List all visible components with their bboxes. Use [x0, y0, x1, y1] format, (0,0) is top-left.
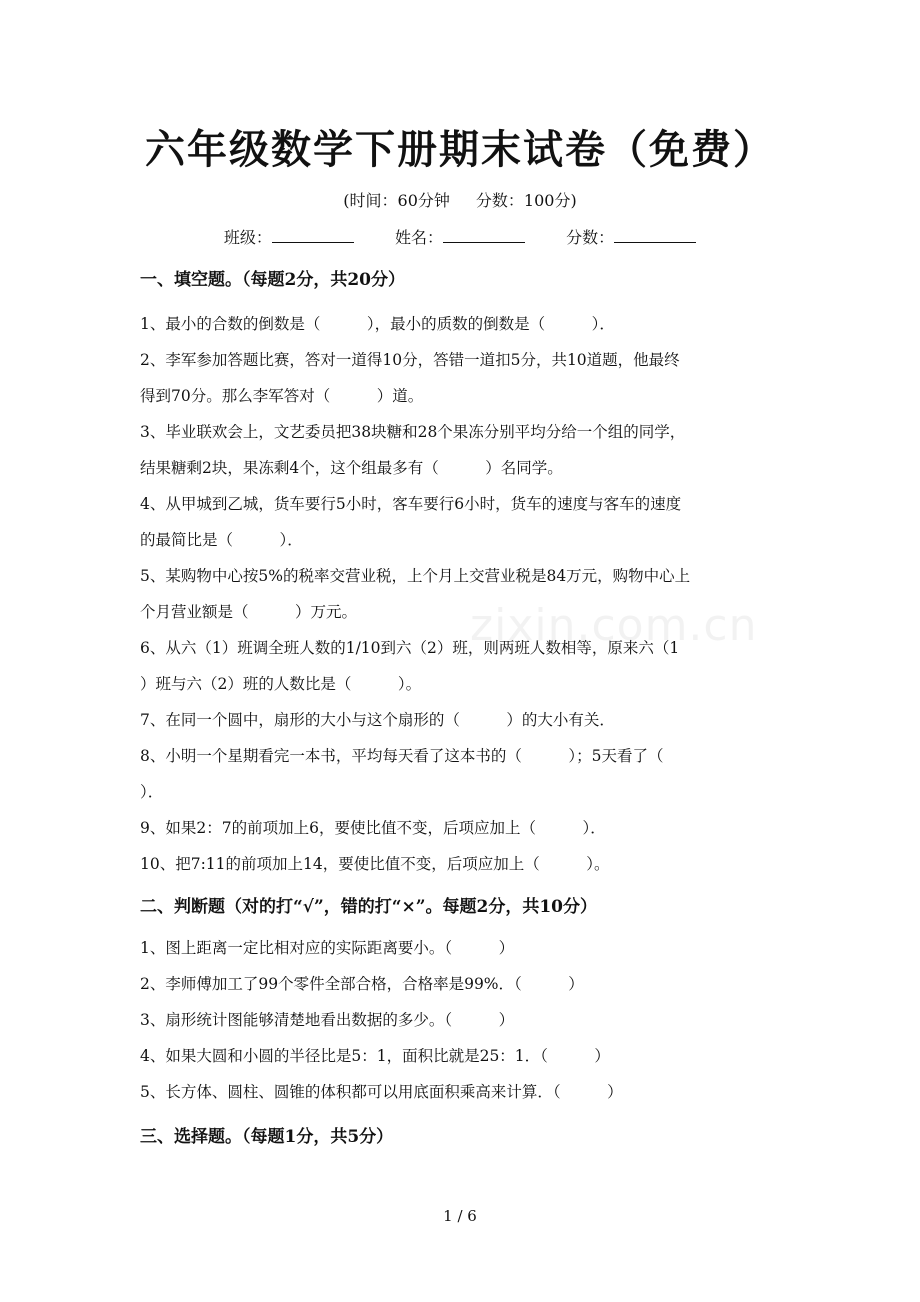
question-item: 10、把7:11的前项加上14，要使比值不变，后项应加上（ ）。: [140, 855, 610, 873]
time-info: (时间：60分钟: [343, 191, 450, 210]
page-number: 1 / 6: [443, 1207, 477, 1225]
question-item: 8、小明一个星期看完一本书，平均每天看了这本书的（ ）；5天看了（ ）．: [140, 747, 664, 801]
question-item: 2、李军参加答题比赛，答对一道得10分，答错一道扣5分，共10道题，他最终 得到70分。那么李军答对（ ）道。: [140, 351, 680, 405]
exam-subtitle: [0, 190, 920, 212]
question-item: 4、如果大圆和小圆的半径比是5：1，面积比就是25：1．（ ）: [140, 1047, 610, 1065]
question-item: 3、扇形统计图能够清楚地看出数据的多少。（ ）: [140, 1011, 515, 1029]
page-title: 六年级数学下册期末试卷（免费）: [145, 126, 775, 173]
question-item: 1、最小的合数的倒数是（ ），最小的质数的倒数是（ ）．: [140, 315, 615, 333]
question-item: 5、某购物中心按5%的税率交营业税，上个月上交营业税是84万元，购物中心上 个月营业额是（ ）万元。: [140, 567, 691, 621]
question-item: 9、如果2：7的前项加上6，要使比值不变，后项应加上（ ）．: [140, 819, 606, 837]
question-item: 7、在同一个圆中，扇形的大小与这个扇形的（ ）的大小有关．: [140, 711, 615, 729]
section-true-false-title: 二、判断题（对的打“√”，错的打“×”。每题2分，共10分）: [140, 897, 598, 917]
question-item: 5、长方体、圆柱、圆锥的体积都可以用底面积乘高来计算．（ ）: [140, 1083, 623, 1101]
section-multiple-choice-title: 三、选择题。（每题1分，共5分）: [140, 1127, 394, 1147]
score-info: 分数：100分): [475, 191, 577, 210]
question-item: 1、图上距离一定比相对应的实际距离要小。（ ）: [140, 939, 515, 957]
question-item: 6、从六（1）班调全班人数的1/10到六（2）班，则两班人数相等，原来六（1 ）班与六（2）班的人数比是（ ）。: [140, 639, 680, 693]
class-field: 班级：: [224, 226, 354, 250]
question-item: 4、从甲城到乙城，货车要行5小时，客车要行6小时，货车的速度与客车的速度 的最简比是（ ）．: [140, 495, 682, 549]
section-fill-blank-title: 一、填空题。（每题2分，共20分）: [140, 270, 405, 290]
question-item: 2、李师傅加工了99个零件全部合格，合格率是99%．（ ）: [140, 975, 584, 993]
question-item: 3、毕业联欢会上，文艺委员把38块糖和28个果冻分别平均分给一个组的同学， 结果糖剩2块，果冻剩4个，这个组最多有（ ）名同学。: [140, 423, 686, 477]
name-field: 姓名：: [395, 226, 525, 250]
score-blank[interactable]: [614, 226, 696, 243]
class-blank[interactable]: [272, 226, 354, 243]
score-field: 分数：: [566, 226, 696, 250]
watermark: zixin.com.cn: [470, 600, 758, 651]
name-blank[interactable]: [443, 226, 525, 243]
student-info-row: [0, 226, 920, 250]
